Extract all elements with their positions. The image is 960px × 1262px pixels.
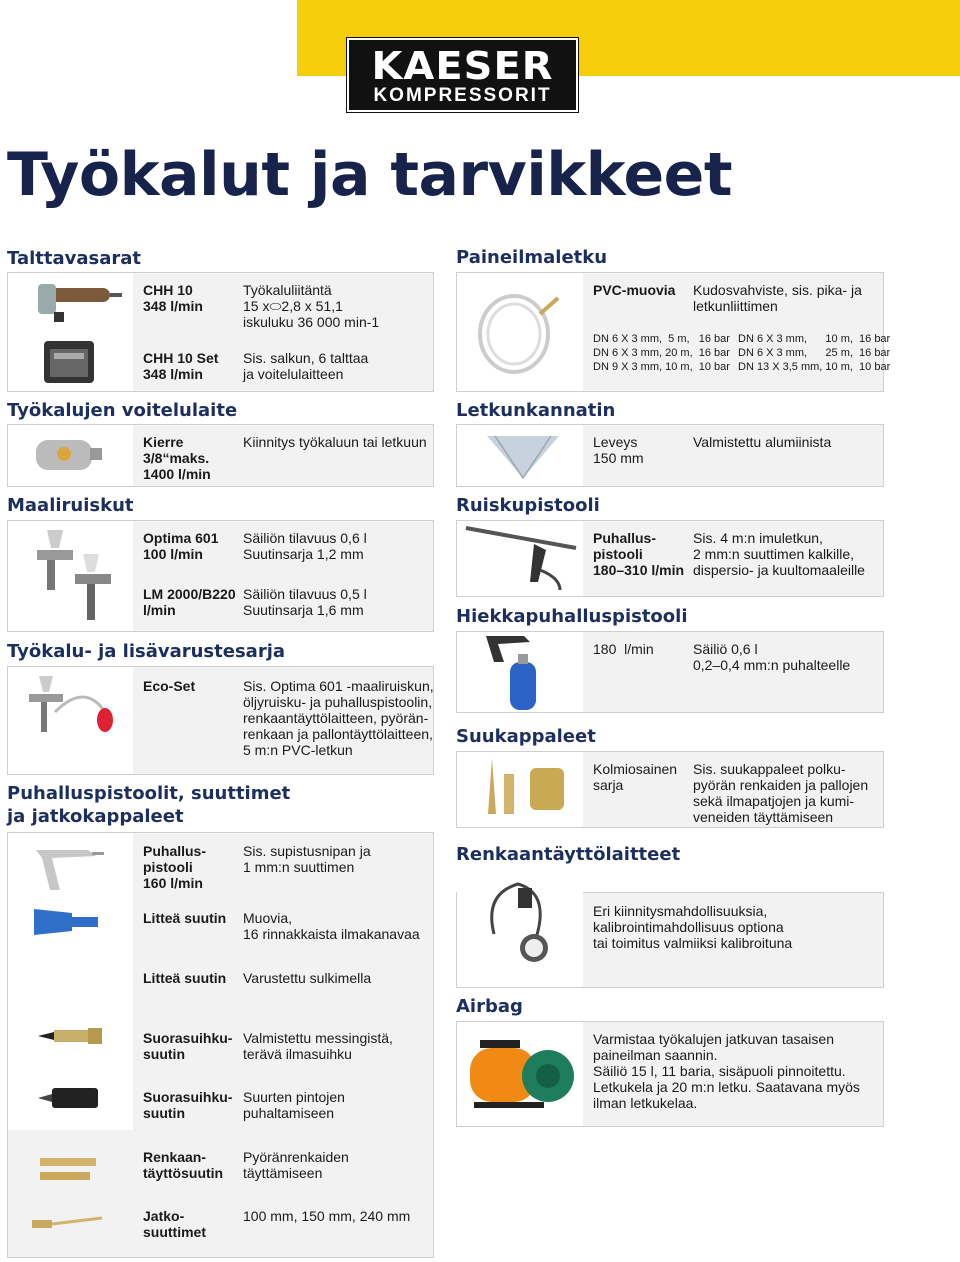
product-desc-jet-nozzle-1: Valmistettu messingistä, terävä ilmasuihku bbox=[243, 1030, 393, 1062]
product-name-flat-nozzle-2: Litteä suutin bbox=[143, 970, 227, 986]
product-desc-extensions: 100 mm, 150 mm, 240 mm bbox=[243, 1208, 411, 1224]
product-desc-flat-nozzle-2: Varustettu sulkimella bbox=[243, 970, 372, 986]
product-name-lubricator: Kierre 3/8“maks. 1400 l/min bbox=[143, 434, 211, 482]
product-name-chh10-set: CHH 10 Set 348 l/min bbox=[143, 350, 219, 382]
paint-spray-gun-icon bbox=[25, 526, 115, 626]
heading-voitelulaite: Työkalujen voitelulaite bbox=[7, 400, 238, 421]
product-desc-spray-gun: Sis. 4 m:n imuletkun, 2 mm:n suuttimen kalkille, dispersio- ja kuultomaaleille bbox=[693, 530, 865, 578]
logo-line-1: KAESER bbox=[371, 44, 554, 88]
product-name-jet-nozzle-1: Suorasuihku- suutin bbox=[143, 1030, 233, 1062]
product-desc-optima601: Säiliön tilavuus 0,6 l Suutinsarja 1,2 mm bbox=[243, 530, 367, 562]
product-name-lm2000: LM 2000/B220 l/min bbox=[143, 586, 236, 618]
sandblast-gun-icon bbox=[484, 632, 554, 714]
product-name-spray-gun: Puhallus- pistooli 180–310 l/min bbox=[593, 530, 685, 578]
product-desc-lubricator: Kiinnitys työkaluun tai letkuun bbox=[243, 434, 427, 450]
extension-nozzle-icon bbox=[30, 1210, 110, 1240]
product-desc-airbag: Varmistaa työkalujen jatkuvan tasaisen paineilman saannin. Säiliö 15 l, 11 baria, sisäpuoli pinnoitettu. Letkukela ja 20 m:n letku. Saatavana myös ilman letkukelaa. bbox=[593, 1031, 860, 1111]
brass-nozzle-icon bbox=[36, 1022, 106, 1052]
black-nozzle-icon bbox=[36, 1082, 106, 1117]
product-name-tire-nozzle: Renkaan- täyttösuutin bbox=[143, 1149, 224, 1181]
heading-maaliruiskut: Maaliruiskut bbox=[7, 495, 134, 516]
product-desc-mouthpieces: Sis. suukappaleet polku- pyörän renkaiden ja pallojen sekä ilmapatjojen ja kumi- veneiden täyttämiseen bbox=[693, 761, 869, 825]
heading-suukappaleet: Suukappaleet bbox=[456, 726, 596, 747]
heading-puhalluspistoolit: Puhalluspistoolit, suuttimet ja jatkokappaleet bbox=[7, 783, 291, 827]
hose-holder-icon bbox=[483, 428, 563, 482]
product-desc-hose-holder: Valmistettu alumiinista bbox=[693, 434, 832, 450]
product-name-blow-gun: Puhallus- pistooli 160 l/min bbox=[143, 843, 207, 891]
product-desc-sandblast: Säiliö 0,6 l 0,2–0,4 mm:n puhalteelle bbox=[693, 641, 851, 673]
air-hose-icon bbox=[470, 284, 570, 384]
product-desc-flat-nozzle-1: Muovia, 16 rinnakkaista ilmakanavaa bbox=[243, 910, 420, 942]
product-name-mouthpieces: Kolmiosainen sarja bbox=[593, 761, 678, 793]
blow-gun-icon bbox=[32, 842, 107, 897]
product-name-optima601: Optima 601 100 l/min bbox=[143, 530, 219, 562]
chipping-hammer-icon bbox=[30, 278, 120, 328]
logo-line-2: KOMPRESSORIT bbox=[373, 85, 552, 106]
product-desc-chh10-set: Sis. salkun, 6 talttaa ja voitelulaitteen bbox=[243, 350, 369, 382]
page-title: Työkalut ja tarvikkeet bbox=[7, 140, 733, 210]
heading-airbag: Airbag bbox=[456, 996, 523, 1017]
product-name-pvc: PVC-muovia bbox=[593, 282, 676, 298]
product-name-chh10: CHH 10 348 l/min bbox=[143, 282, 203, 314]
product-name-sandblast: 180 l/min bbox=[593, 641, 654, 657]
product-desc-tire-nozzle: Pyöränrenkaiden täyttämiseen bbox=[243, 1149, 349, 1181]
flat-nozzle-blue-icon bbox=[32, 905, 102, 940]
tool-case-icon bbox=[42, 335, 97, 385]
heading-ruiskupistooli: Ruiskupistooli bbox=[456, 495, 600, 516]
heading-letkunkannatin: Letkunkannatin bbox=[456, 400, 616, 421]
heading-paineilmaletku: Paineilmaletku bbox=[456, 247, 608, 268]
product-desc-pvc: Kudosvahviste, sis. pika- ja letkunliittimen bbox=[693, 282, 862, 314]
hose-specs-left: DN 6 X 3 mm, 5 m, 16 bar DN 6 X 3 mm, 20 m, 16 bar DN 9 X 3 mm, 10 m, 10 bar bbox=[593, 333, 730, 373]
kaeser-logo bbox=[347, 38, 578, 112]
tire-nozzle-icon bbox=[36, 1152, 106, 1187]
hose-specs-right: DN 6 X 3 mm, 10 m, 16 bar DN 6 X 3 mm, 25 m, 16 bar DN 13 X 3,5 mm, 10 m, 10 bar bbox=[738, 333, 891, 373]
product-name-extensions: Jatko- suuttimet bbox=[143, 1208, 206, 1240]
product-name-eco-set: Eco-Set bbox=[143, 678, 196, 694]
tire-inflator-icon bbox=[474, 874, 564, 982]
product-desc-chh10: Työkaluliitäntä 15 x⬭2,8 x 51,1 iskuluku 36 000 min-1 bbox=[243, 282, 380, 330]
airbag-tank-icon bbox=[466, 1030, 580, 1120]
product-desc-tire-inflator: Eri kiinnitysmahdollisuuksia, kalibrointimahdollisuus optiona tai toimitus valmiiksi kalibroituna bbox=[593, 903, 793, 951]
spray-gun-icon bbox=[464, 522, 582, 592]
lubricator-icon bbox=[30, 432, 105, 477]
product-name-hose-holder: Leveys 150 mm bbox=[593, 434, 644, 466]
product-name-jet-nozzle-2: Suorasuihku- suutin bbox=[143, 1089, 233, 1121]
mouthpiece-set-icon bbox=[482, 754, 572, 820]
product-desc-jet-nozzle-2: Suurten pintojen puhaltamiseen bbox=[243, 1089, 345, 1121]
eco-set-icon bbox=[15, 672, 125, 767]
heading-renkaantaytto: Renkaantäyttölaitteet bbox=[456, 844, 681, 865]
product-desc-lm2000: Säiliön tilavuus 0,5 l Suutinsarja 1,6 mm bbox=[243, 586, 367, 618]
heading-talttavasarat: Talttavasarat bbox=[7, 248, 141, 269]
product-desc-eco-set: Sis. Optima 601 -maaliruiskun, öljyruisku- ja puhalluspistoolin, renkaantäyttölaitteen, pyörän- renkaan ja pallontäyttölaitteen, 5 m:n PVC-letkun bbox=[243, 678, 434, 758]
heading-lisavarustesarja: Työkalu- ja lisävarustesarja bbox=[7, 641, 286, 662]
product-name-flat-nozzle-1: Litteä suutin bbox=[143, 910, 227, 926]
heading-hiekkapuhallus: Hiekkapuhalluspistooli bbox=[456, 606, 688, 627]
product-desc-blow-gun: Sis. supistusnipan ja 1 mm:n suuttimen bbox=[243, 843, 371, 875]
